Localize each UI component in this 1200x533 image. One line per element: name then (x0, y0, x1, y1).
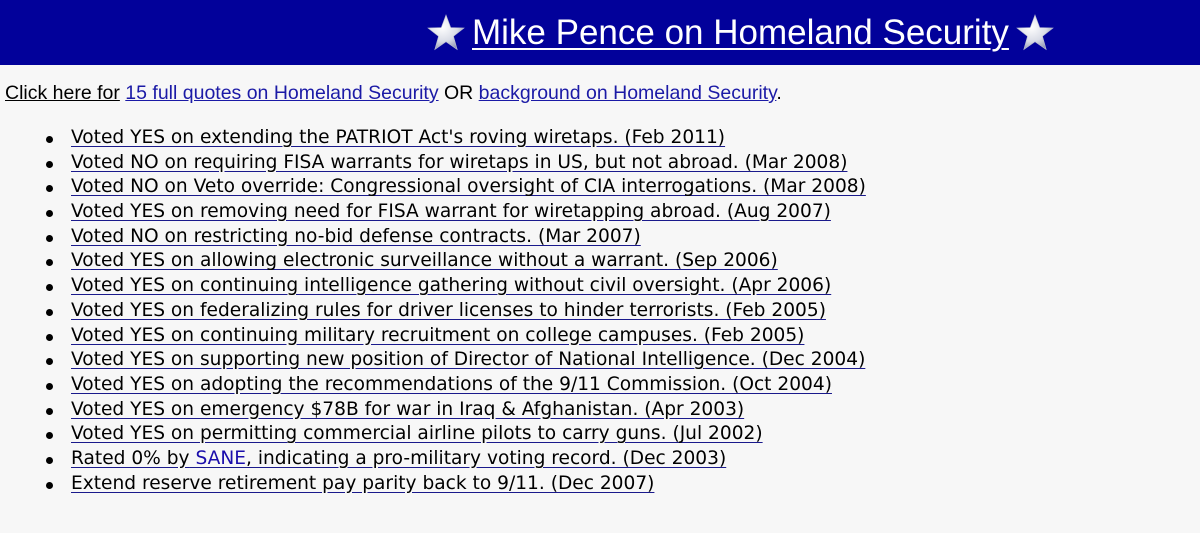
list-item (35, 398, 866, 423)
bullet-icon (46, 482, 53, 489)
bullet-icon (46, 432, 53, 439)
bullet-icon (46, 259, 53, 266)
list-item (35, 422, 866, 447)
vote-link[interactable]: Voted YES on continuing military recruitment on college campuses. (Feb 2005) (71, 324, 805, 346)
bullet-icon (46, 383, 53, 390)
full-quotes-link[interactable]: 15 full quotes on Homeland Security (125, 82, 439, 104)
header-banner (0, 0, 1200, 65)
list-item (35, 472, 866, 497)
list-item (35, 373, 866, 398)
vote-link[interactable]: Voted NO on Veto override: Congressional oversight of CIA interrogations. (Mar 2008) (71, 176, 866, 198)
bullet-icon (46, 457, 53, 464)
vote-link[interactable]: Voted YES on supporting new position of Director of National Intelligence. (Dec 2004) (71, 349, 866, 371)
background-link[interactable]: background on Homeland Security (478, 82, 777, 104)
list-item (35, 447, 866, 472)
intro-suffix: . (776, 82, 782, 104)
rated-link[interactable] (71, 448, 726, 469)
vote-link[interactable]: Voted YES on emergency $78B for war in Iraq & Afghanistan. (Apr 2003) (71, 398, 745, 420)
star-icon (426, 13, 466, 53)
rated-prefix: Rated 0% by (71, 447, 190, 469)
vote-link[interactable]: Voted YES on allowing electronic surveillance without a warrant. (Sep 2006) (71, 250, 778, 272)
vote-link[interactable]: Voted NO on restricting no-bid defense contracts. (Mar 2007) (71, 225, 641, 247)
vote-list (35, 126, 866, 496)
vote-link[interactable]: Voted NO on requiring FISA warrants for wiretaps in US, but not abroad. (Mar 2008) (71, 151, 848, 173)
list-item (35, 151, 866, 176)
page-title-link[interactable]: Mike Pence on Homeland Security (472, 13, 1009, 52)
list-item (35, 324, 866, 349)
title-bar (426, 9, 1055, 57)
bullet-icon (46, 136, 53, 143)
list-item (35, 175, 866, 200)
list-item (35, 225, 866, 250)
vote-link[interactable]: Voted YES on permitting commercial airline pilots to carry guns. (Jul 2002) (71, 423, 763, 445)
sane-link[interactable]: SANE (195, 447, 247, 469)
list-item (35, 348, 866, 373)
list-item (35, 126, 866, 151)
list-item (35, 299, 866, 324)
rated-suffix: , indicating a pro-military voting record. (Dec 2003) (246, 447, 727, 469)
bullet-icon (46, 334, 53, 341)
vote-link[interactable]: Voted YES on extending the PATRIOT Act's roving wiretaps. (Feb 2011) (71, 127, 726, 148)
bullet-icon (46, 161, 53, 168)
list-item (35, 249, 866, 274)
extend-link[interactable]: Extend reserve retirement pay parity back to 9/11. (Dec 2007) (71, 472, 655, 494)
bullet-icon (46, 235, 53, 242)
bullet-icon (46, 210, 53, 217)
bullet-icon (46, 408, 53, 415)
intro-prefix: Click here for (5, 82, 120, 104)
bullet-icon (46, 358, 53, 365)
bullet-icon (46, 309, 53, 316)
vote-link[interactable]: Voted YES on continuing intelligence gathering without civil oversight. (Apr 2006) (71, 275, 832, 297)
vote-link[interactable]: Voted YES on removing need for FISA warrant for wiretapping abroad. (Aug 2007) (71, 201, 831, 223)
vote-link[interactable]: Voted YES on federalizing rules for driver licenses to hinder terrorists. (Feb 2005) (71, 299, 826, 321)
list-item (35, 274, 866, 299)
vote-link[interactable]: Voted YES on adopting the recommendations of the 9/11 Commission. (Oct 2004) (71, 373, 832, 395)
star-icon (1015, 13, 1055, 53)
intro-line (5, 82, 782, 105)
bullet-icon (46, 284, 53, 291)
list-item (35, 200, 866, 225)
bullet-icon (46, 185, 53, 192)
intro-or: OR (444, 82, 474, 104)
